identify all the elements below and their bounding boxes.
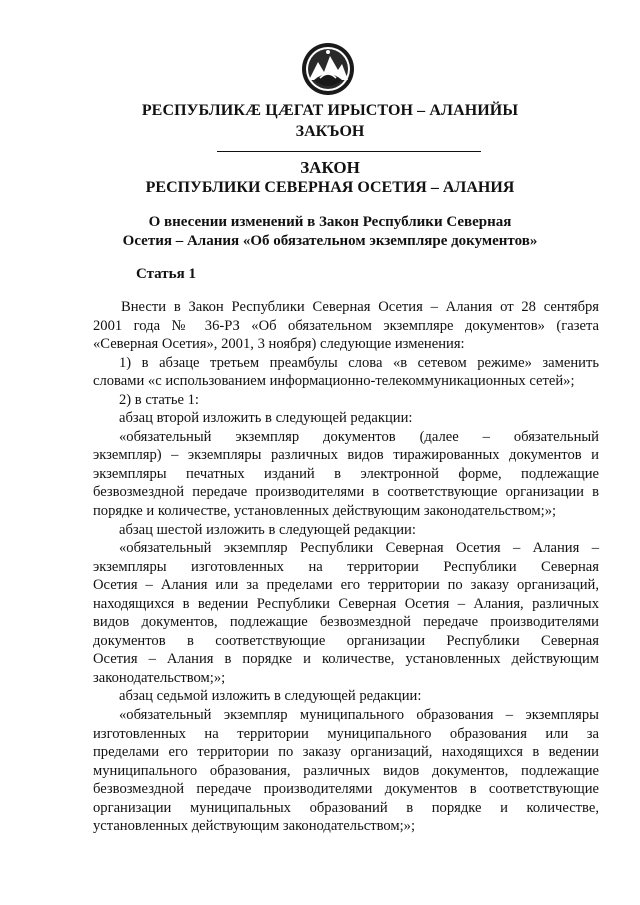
text-line: законодательством;»; [93, 669, 226, 686]
text-line: абзац шестой изложить в следующей редакции: [119, 521, 416, 538]
text-line: «обязательный экземпляр Республики Северная Осетия – Алания – [119, 540, 599, 557]
text-line: видов документов, подлежащие безвозмездной передаче производителями [93, 614, 599, 631]
text-line: установленных действующим законодательством;»; [93, 818, 416, 835]
law-title-line-1: О внесении изменений в Закон Республики Северная [148, 214, 512, 230]
text-line: безвозмездной передаче производителями в соответствующие организации в [93, 484, 599, 501]
text-line: «Северная Осетия», 2001, 3 ноября) следующие изменения: [93, 336, 465, 353]
article-body [93, 298, 599, 836]
text-line: абзац второй изложить в следующей редакции: [119, 410, 413, 427]
text-line: словами «с использованием информационно-телекоммуникационных сетей»; [93, 373, 575, 390]
coat-of-arms-emblem-icon [300, 40, 356, 98]
text-line: «обязательный экземпляр муниципального образования – экземпляры [119, 707, 599, 724]
subtitle-russian: РЕСПУБЛИКИ СЕВЕРНАЯ ОСЕТИЯ – АЛАНИЯ [145, 179, 515, 196]
text-line: 2001 года № 36-РЗ «Об обязательном экземпляре документов» (газета [93, 317, 599, 334]
title-ossetian: РЕСПУБЛИКӔ ЦӔГАТ ИРЫСТОН – АЛАНИЙЫ [141, 102, 519, 119]
text-line: безвозмездной передаче производителями документов в соответствующие [93, 781, 599, 798]
article-heading: Статья 1 [136, 266, 196, 282]
text-line: Осетия – Алания или за пределами его территории по заказу организаций, [93, 577, 599, 594]
text-line: изготовленных на территории муниципального образования или за [93, 725, 599, 742]
title-russian: ЗАКОН [300, 158, 360, 177]
text-line: экземпляры печатных изданий в электронной форме, подлежащие [93, 465, 599, 482]
law-title-line-2: Осетия – Алания «Об обязательном экземпляре документов» [122, 233, 538, 249]
text-line: 1) в абзаце третьем преамбулы слова «в сетевом режиме» заменить [119, 354, 599, 371]
subtitle-ossetian: ЗАКЪОН [295, 123, 365, 140]
text-line: экземпляры изготовленных на территории Республики Северная [93, 558, 599, 575]
text-line: экземпляр) – экземпляры различных видов тиражированных документов и [93, 447, 599, 464]
title-divider [217, 151, 481, 152]
text-line: порядке и количестве, установленных действующим законодательством;»; [93, 503, 557, 520]
text-line: документов в соответствующие организации Республики Северная [93, 632, 599, 649]
text-line: муниципального образования, различных видов документов, подлежащие [93, 762, 599, 779]
text-line: пределами его территории по заказу организаций, находящихся в ведении [93, 744, 599, 761]
text-line: Осетия – Алания в порядке и количестве, установленных действующим [93, 651, 599, 668]
text-line: Внести в Закон Республики Северная Осетия – Алания от 28 сентября [121, 299, 599, 315]
text-line: 2) в статье 1: [119, 391, 199, 408]
text-line: находящихся в ведении Республики Северная Осетия – Алания, различных [93, 595, 599, 612]
text-line: «обязательный экземпляр документов (далее – обязательный [119, 428, 599, 445]
text-line: абзац седьмой изложить в следующей редакции: [119, 688, 422, 705]
text-line: организации муниципальных образований в порядке и количестве, [93, 799, 599, 816]
